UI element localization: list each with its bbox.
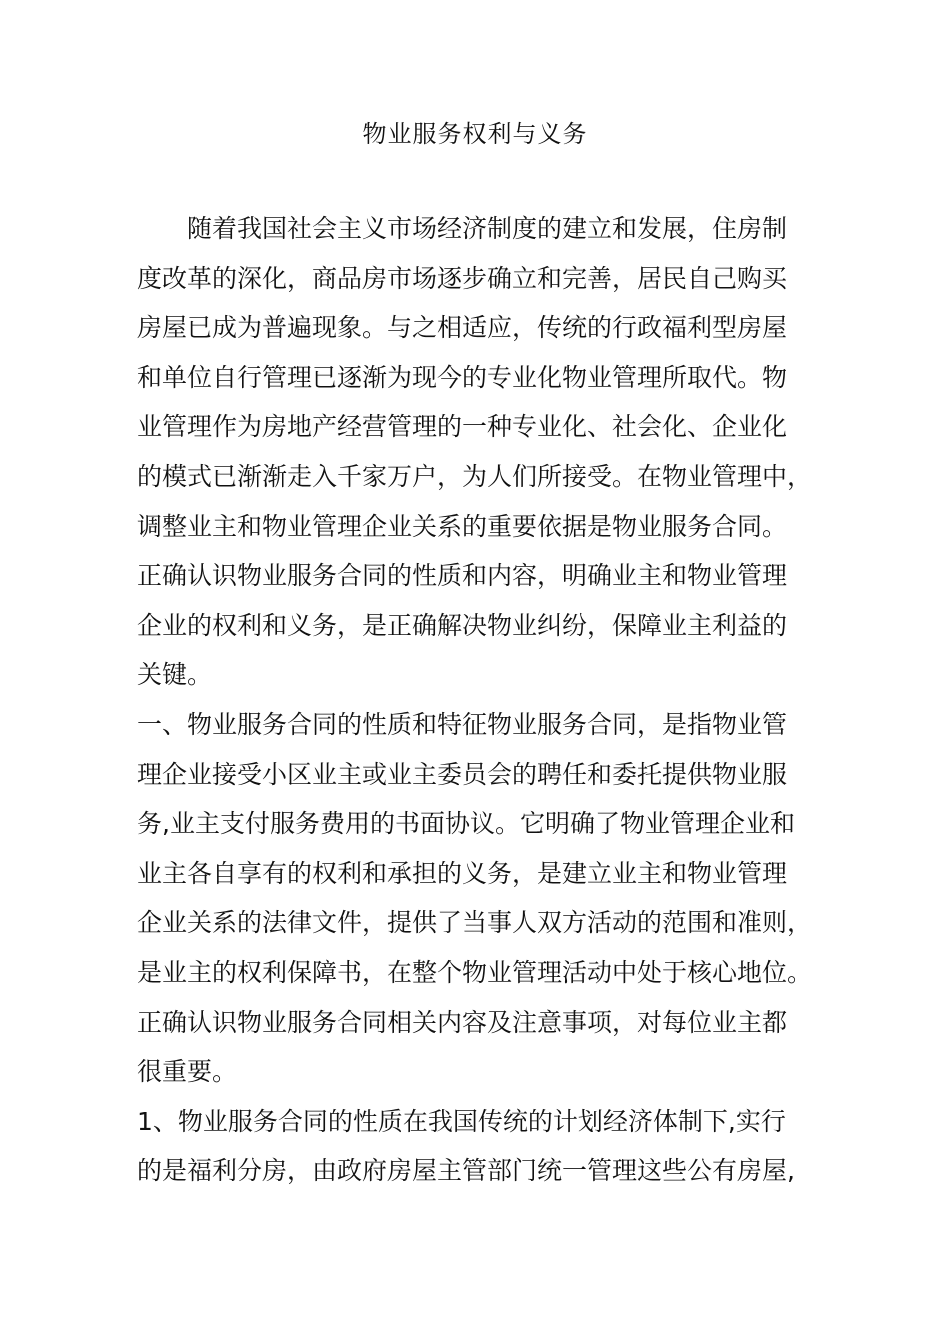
text-line: 度改革的深化，商品房市场逐步确立和完善，居民自己购买: [137, 263, 788, 293]
text-line: 的模式已渐渐走入千家万户，为人们所接受。在物业管理中，: [137, 461, 813, 491]
text-line: 随着我国社会主义市场经济制度的建立和发展，住房制: [187, 214, 788, 243]
paragraph-intro: [137, 204, 813, 700]
text-line: 很重要。: [137, 1057, 238, 1087]
text-line: 一、物业服务合同的性质和特征物业服务合同，是指物业管: [137, 709, 788, 739]
paragraph-subsection-1: [137, 1097, 813, 1196]
text-line: 关键。: [137, 660, 213, 690]
text-line: 房屋已成为普遍现象。与之相适应，传统的行政福利型房屋: [137, 313, 788, 343]
text-line: 是业主的权利保障书，在整个物业管理活动中处于核心地位。: [137, 957, 813, 987]
text-line: 企业关系的法律文件，提供了当事人双方活动的范围和准则，: [137, 908, 813, 938]
document-body: [137, 204, 813, 1196]
text-line: 正确认识物业服务合同相关内容及注意事项，对每位业主都: [137, 1007, 788, 1037]
text-line: 正确认识物业服务合同的性质和内容，明确业主和物业管理: [137, 561, 788, 591]
text-line: 务,业主支付服务费用的书面协议。它明确了物业管理企业和: [137, 809, 795, 839]
text-line: 1、物业服务合同的性质在我国传统的计划经济体制下,实行: [137, 1106, 786, 1136]
text-line: 理企业接受小区业主或业主委员会的聘任和委托提供物业服: [137, 759, 788, 789]
text-line: 和单位自行管理已逐渐为现今的专业化物业管理所取代。物: [137, 362, 788, 392]
text-line: 调整业主和物业管理企业关系的重要依据是物业服务合同。: [137, 511, 788, 541]
text-line: 企业的权利和义务，是正确解决物业纠纷，保障业主利益的: [137, 610, 788, 640]
text-line: 业管理作为房地产经营管理的一种专业化、社会化、企业化: [137, 412, 788, 442]
text-line: 业主各自享有的权利和承担的义务，是建立业主和物业管理: [137, 858, 788, 888]
paragraph-section-1: [137, 700, 813, 1097]
document-title: 物业服务权利与义务: [362, 120, 588, 148]
text-line: 的是福利分房，由政府房屋主管部门统一管理这些公有房屋,: [137, 1156, 795, 1186]
